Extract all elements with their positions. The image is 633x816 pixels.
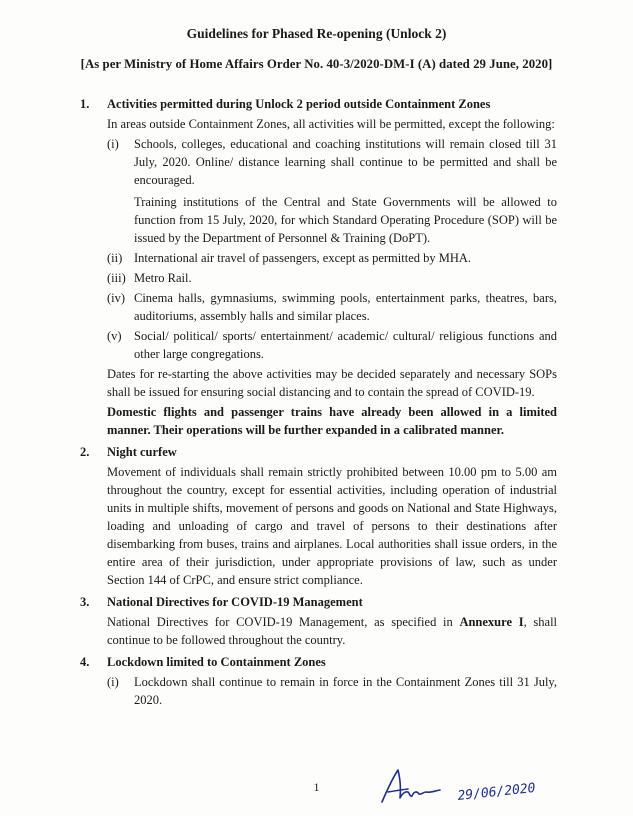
item-numeral: (ii) xyxy=(107,251,123,265)
annexure-reference: Annexure I xyxy=(459,615,524,629)
list-item xyxy=(107,673,557,709)
section-2 xyxy=(0,443,633,589)
section-1 xyxy=(0,95,633,439)
document-body xyxy=(0,95,633,713)
list-item xyxy=(107,249,557,267)
document-title: Guidelines for Phased Re-opening (Unlock 2) xyxy=(186,26,447,41)
list-item xyxy=(107,135,557,247)
section-intro: In areas outside Containment Zones, all activities will be permitted, except the following: xyxy=(107,117,555,131)
section-number: 1. xyxy=(80,97,90,111)
item-text: Schools, colleges, educational and coaching institutions will remain closed till 31 July, 2020. Online/ distance learning shall continue to be permitted and shall be encouraged. xyxy=(134,137,557,187)
signature-image xyxy=(378,758,558,813)
item-numeral: (iv) xyxy=(107,291,126,305)
section-heading: National Directives for COVID-19 Management xyxy=(107,595,363,609)
body-text: National Directives for COVID-19 Management, as specified in xyxy=(107,615,460,629)
list-item xyxy=(107,269,557,287)
list-item xyxy=(107,289,557,325)
page-number: 1 xyxy=(313,780,320,794)
section-heading: Activities permitted during Unlock 2 period outside Containment Zones xyxy=(107,97,491,111)
section-number: 4. xyxy=(80,655,90,669)
item-numeral: (i) xyxy=(107,675,119,689)
item-text: Social/ political/ sports/ entertainment/ academic/ cultural/ religious functions and other large congregations. xyxy=(134,329,557,361)
item-text: Cinema halls, gymnasiums, swimming pools, entertainment parks, theatres, bars, auditoriums, assembly halls and similar places. xyxy=(134,291,557,323)
item-numeral: (iii) xyxy=(107,271,126,285)
section-4 xyxy=(0,653,633,709)
signature-date: 29/06/2020 xyxy=(456,780,537,804)
section-closing-bold: Domestic flights and passenger trains have already been allowed in a limited manner. Their operations will be further expanded in a calibrated manner. xyxy=(107,405,557,437)
item-text: Metro Rail. xyxy=(134,271,192,285)
section-3 xyxy=(0,593,633,649)
item-text: International air travel of passengers, except as permitted by MHA. xyxy=(134,251,472,265)
section-heading: Night curfew xyxy=(107,445,177,459)
item-numeral: (v) xyxy=(107,329,122,343)
section-number: 3. xyxy=(80,595,90,609)
item-text: Lockdown shall continue to remain in force in the Containment Zones till 31 July, 2020. xyxy=(134,675,557,707)
body-text: , shall continue to be followed throughout the country. xyxy=(107,615,558,647)
item-numeral: (i) xyxy=(107,137,119,151)
item-text-continued: Training institutions of the Central and State Governments will be allowed to function from 15 July, 2020, for which Standard Operating Procedure (SOP) will be issued by the Department of Personnel & Training (DoPT). xyxy=(134,195,557,245)
section-body: Movement of individuals shall remain strictly prohibited between 10.00 pm to 5.00 am throughout the country, except for essential activities, including operation of industrial units in multiple shifts, movement of persons and goods on National and State Highways, loading and unloading of cargo and travel of persons to their destinations after disembarking from buses, trains and airplanes. Local authorities shall issue orders, in the entire area of their jurisdiction, under appropriate provisions of law, such as under Section 144 of CrPC, and ensure strict compliance. xyxy=(107,465,557,587)
document-subtitle: [As per Ministry of Home Affairs Order No. 40-3/2020-DM-I (A) dated 29 June, 2020] xyxy=(80,57,553,71)
section-heading: Lockdown limited to Containment Zones xyxy=(107,655,326,669)
section-number: 2. xyxy=(80,445,90,459)
section-closing: Dates for re-starting the above activities may be decided separately and necessary SOPs shall be issued for ensuring social distancing and to contain the spread of COVID-19. xyxy=(107,367,557,399)
section-body xyxy=(107,613,557,649)
list-item xyxy=(107,327,557,363)
